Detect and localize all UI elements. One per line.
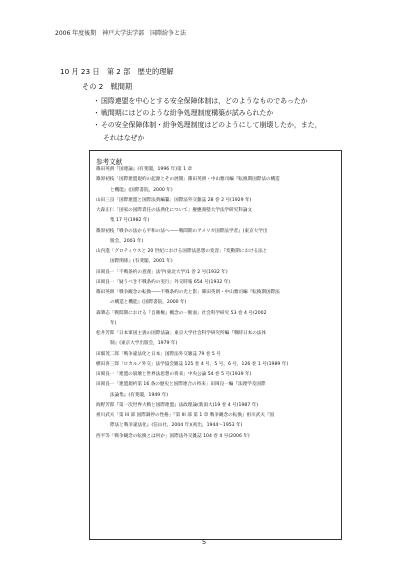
question-item (93, 95, 363, 107)
reference-item-continued: 際法と戦争違法化』(信山社，2004 年)(初出，1944〜1953 年) (110, 423, 243, 429)
reference-item-continued: の構造と機能』(国際書院，2000 年) (110, 300, 187, 306)
question-item (93, 119, 363, 143)
reference-item: 西平等「戦争観念の転換とは何か」国際法外交雑誌 104 巻 4 号(2006 年) (96, 433, 250, 439)
reference-item-continued: 年) (110, 320, 117, 326)
reference-item-continued: 版会，2003 年) (110, 238, 144, 244)
reference-item: 森肇志「戦間期における『自衛権』概念の一断面」社会科学研究 53 巻 4 号(2002 (96, 310, 267, 316)
question-text: 国際連盟を中心とする安全保障体制は，どのようなものであったか (101, 97, 308, 105)
reference-item-continued: 集 17 号(1982 年) (110, 218, 150, 224)
question-text: 戦間期にはどのような紛争処理制度構築が試みられたか (101, 109, 274, 118)
reference-item: 篠田英朗「戦争観念の転換――不戦条約の光と影」篠田英朗・中山雅司編『転換期国際法 (96, 290, 280, 295)
reference-item-continued: 国際関係』(有斐閣，2001 年) (110, 259, 173, 265)
question-text: その安全保障体制・紛争処理制度はどのようにして崩壊したか，また， (101, 121, 322, 130)
references-list (96, 165, 336, 442)
reference-item: 田岡良一「疑うべき不戦条約の実行」外交時報 654 号(1932 年) (96, 279, 231, 285)
session-subheading (82, 82, 137, 92)
reference-item-continued: と機能』(国際書院，2000 年) (110, 187, 173, 193)
reference-item: 田岡良一「連盟の崩壊と世界法思想の将来」中央公論 54 巻 5 号(1939 年) (96, 372, 252, 377)
session-date: 10 月 23 日 (60, 67, 100, 76)
reference-item: 田岡良一「連盟規約第 16 条の歴史と国際連合の将来」田岡良一編『法理学及国際 (96, 382, 266, 388)
session-topic: 歴史的理解 (137, 67, 174, 76)
reference-item: 海野芳郎『第一次世界大戦と国際連盟』法政理論(新潟大)19 巻 4 号(1987 年) (96, 402, 259, 408)
references-title: 参考文献 (96, 158, 123, 166)
reference-item: 田岡良一「不戦条約の意義」法学(東北大学)1 巻 2 号(1932 年) (96, 269, 228, 275)
reference-item: 祖川武夫「第 III 部 国際調停の性格」『第 III 部 第 1 章 戦争観念の転換』祖川武夫『国 (96, 413, 275, 418)
question-item (93, 107, 363, 119)
reference-item: 篠原初枝「国際連盟規約の起源とその展開」篠田英朗・中山雅司編『転換期国際法の構造 (96, 177, 280, 183)
question-text-continued: それはなぜか (103, 133, 145, 142)
reference-item: 山内進「グロティウスと 20 世紀における国際法思想の変容」『変動期における法と (96, 249, 268, 254)
reference-item: 横田喜三郎「ロカルノ外交」法学協会雑誌 125 巻 4 号，5 号，6 号，126 巻 1 号(1989 年) (96, 361, 289, 367)
reference-item: 松井芳郎「日本軍国主義の国際法論」東京大学社会科学研究所編『戦時日本の法体 (96, 331, 266, 336)
sub-title: 戦間期 (110, 82, 133, 91)
reference-item-continued: 法論集』(有斐閣，1949 年) (110, 392, 169, 398)
session-heading (60, 67, 179, 77)
references-box (89, 150, 342, 540)
sub-number: その 2 (82, 82, 104, 91)
reference-item: 篠原初枝『戦争の法から平和の法へ――戦間期のアメリカ国際法学者』(東京大学出 (96, 228, 268, 234)
reference-item-continued: 制』(東京大学出版会，1979 年) (110, 341, 178, 347)
page-number: 5 (202, 538, 207, 546)
question-list (93, 95, 363, 144)
reference-item: 篠田英朗『国連論』(有斐閣，1996 年)第 1 章 (96, 167, 193, 172)
running-header: 2006 年度後期 神戸大学法学部 国際紛争と法 (55, 30, 187, 37)
reference-item: 大森正仁「国家の国際責任の法典化について」慶應義塾大学法学研究科論文 (96, 208, 253, 213)
reference-item: 田畑茂二郎「戦争違法化と日本」国際法外交雑誌 79 巻 5 号 (96, 351, 221, 357)
reference-item: 山田三良「国際連盟と国際法典編纂」国際法外交雑誌 28 巻 2 号(1929 年) (96, 197, 252, 203)
session-part: 第 2 部 (106, 67, 131, 76)
